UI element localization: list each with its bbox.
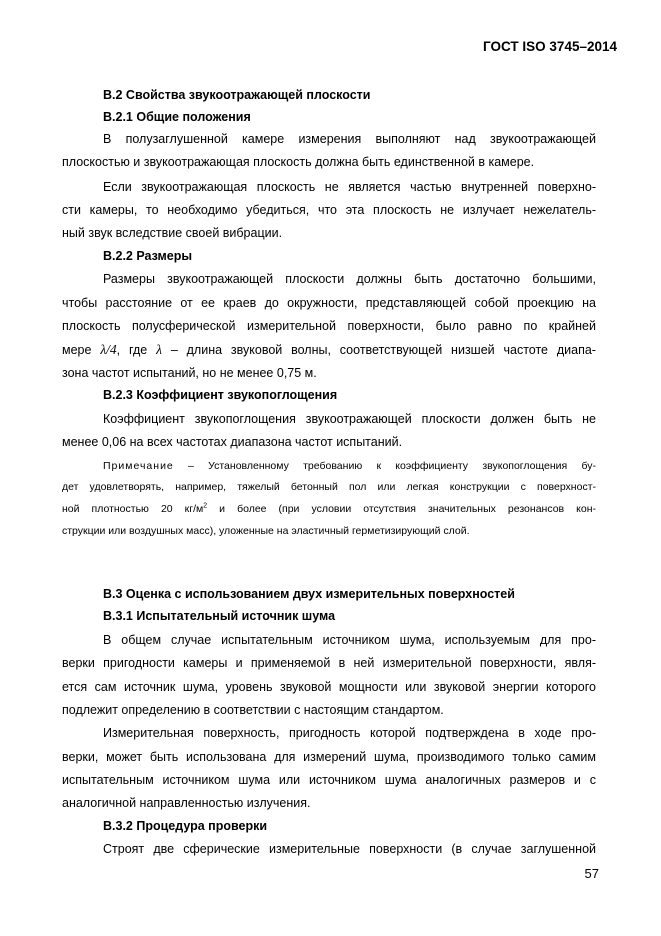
subsection-b21-heading: В.2.1 Общие положения xyxy=(103,110,251,124)
paragraph-line: В общем случае испытательным источником шума, используемым для про- xyxy=(103,633,596,647)
paragraph-line: сти камеры, то необходимо убедиться, что эта плоскость не излучает нежелатель- xyxy=(62,203,596,217)
text-fragment: , где xyxy=(116,343,148,357)
paragraph-line: В полузаглушенной камере измерения выполняют над звукоотражающей xyxy=(103,132,596,146)
paragraph-line: испытательным источником шума или источником шума аналогичных размеров и с xyxy=(62,773,596,787)
paragraph-line: подлежит определению в соответствии с настоящим стандартом. xyxy=(62,703,444,717)
note-line: струкции или воздушных масс), уложенные на эластичный герметизирующий слой. xyxy=(62,525,470,537)
note-line xyxy=(62,503,596,515)
page-number: 57 xyxy=(584,866,599,881)
text-fragment: – длина звуковой волны, соответствующей низшей частоте диапа- xyxy=(170,343,596,357)
paragraph-line: Размеры звукоотражающей плоскости должны быть достаточно большими, xyxy=(103,272,596,286)
subsection-b32-heading: В.3.2 Процедура проверки xyxy=(103,819,268,833)
paragraph-line: зона частот испытаний, но не менее 0,75 м. xyxy=(62,366,317,380)
subsection-b23-heading: В.2.3 Коэффициент звукопоглощения xyxy=(103,388,338,402)
paragraph-line: плоскость полусферической измерительной поверхности, было равно по крайней xyxy=(62,319,596,333)
paragraph-line: аналогичной направленностью излучения. xyxy=(62,796,311,810)
paragraph-line: Измерительная поверхность, пригодность которой подтверждена в ходе про- xyxy=(103,726,596,740)
text-fragment: мере xyxy=(62,343,92,357)
note-line: дет удовлетворять, например, тяжелый бетонный пол или легкая конструкции с поверхност- xyxy=(62,481,596,493)
subsection-b22-heading: В.2.2 Размеры xyxy=(103,249,193,263)
note-line xyxy=(103,460,596,472)
note-text: и более (при условии отсутствия значительных резонансов кон- xyxy=(207,503,596,515)
section-b3-heading: В.3 Оценка с использованием двух измерительных поверхностей xyxy=(103,587,515,601)
paragraph-line: плоскостью и звукоотражающая плоскость должна быть единственной в камере. xyxy=(62,155,535,169)
paragraph-line: ный звук вследствие своей вибрации. xyxy=(62,226,283,240)
note-label: Примечание xyxy=(103,460,174,472)
paragraph-line: Строят две сферические измерительные поверхности (в случае заглушенной xyxy=(103,842,596,856)
lambda-quarter-formula: λ/4 xyxy=(100,342,117,357)
superscript: 2 xyxy=(203,502,208,510)
paragraph-line: Если звукоотражающая плоскость не является частью внутренней поверхно- xyxy=(103,180,596,194)
paragraph-line-with-formula xyxy=(62,342,596,358)
note-text: – Установленному требованию к коэффициенту звукопоглощения бу- xyxy=(188,460,596,472)
paragraph-line: верки пригодности камеры и применяемой в ней измерительной поверхности, явля- xyxy=(62,656,596,670)
note-text: ной плотностью 20 кг/м xyxy=(62,503,204,515)
lambda-symbol: λ xyxy=(156,342,162,357)
paragraph-line: ется сам источник шума, уровень звуковой мощности или звуковой энергии которого xyxy=(62,680,596,694)
paragraph-line: чтобы расстояние от ее краев до окружности, представляющей собой проекцию на xyxy=(62,296,596,310)
paragraph-line: верки, может быть использована для измерений шума, производимого только самим xyxy=(62,750,596,764)
paragraph-line: Коэффициент звукопоглощения звукоотражающей плоскости должен быть не xyxy=(103,412,596,426)
section-b2-heading: В.2 Свойства звукоотражающей плоскости xyxy=(103,88,371,102)
subsection-b31-heading: В.3.1 Испытательный источник шума xyxy=(103,609,336,623)
paragraph-line: менее 0,06 на всех частотах диапазона частот испытаний. xyxy=(62,435,403,449)
document-code: ГОСТ ISO 3745–2014 xyxy=(483,39,617,54)
